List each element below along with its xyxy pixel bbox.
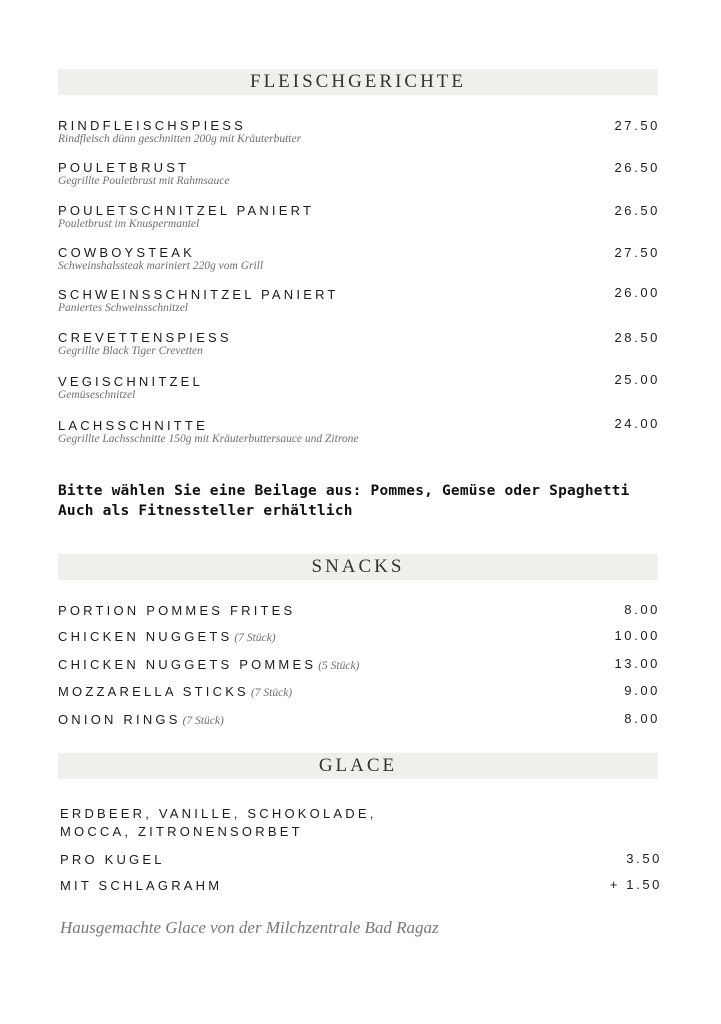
item-price: 27.50	[614, 118, 660, 133]
section-title: SNACKS	[311, 556, 405, 577]
item-description: Paniertes Schweinsschnitzel	[58, 302, 188, 314]
section-header-snacks	[58, 554, 658, 580]
menu-item	[58, 160, 660, 200]
item-note: (7 Stück)	[182, 715, 224, 727]
snack-item	[58, 628, 660, 648]
snack-item	[58, 656, 660, 676]
item-note: (7 Stück)	[250, 687, 293, 699]
snack-item	[58, 711, 660, 731]
snack-item	[58, 602, 660, 622]
item-price: 26.50	[614, 160, 660, 175]
item-name: VEGISCHNITZEL	[58, 374, 203, 389]
item-note: (7 Stück)	[234, 632, 276, 644]
item-name: PRO KUGEL	[60, 852, 165, 867]
item-name: MIT SCHLAGRAHM	[60, 878, 223, 893]
item-name: POULETBRUST	[58, 160, 190, 175]
section-title: FLEISCHGERICHTE	[250, 71, 466, 92]
item-name: LACHSSCHNITTE	[58, 418, 208, 433]
item-description: Pouletbrust im Knuspermantel	[58, 218, 200, 230]
section-header-glace	[58, 753, 658, 779]
glace-item	[60, 851, 662, 871]
item-name: COWBOYSTEAK	[58, 245, 196, 260]
item-description: Rindfleisch dünn geschnitten 200g mit Kräuterbutter	[58, 133, 302, 145]
item-name: CREVETTENSPIESS	[58, 330, 232, 345]
menu-item	[58, 418, 660, 458]
item-price: 27.50	[614, 245, 660, 260]
item-price: 24.00	[614, 416, 660, 431]
snack-item	[58, 683, 660, 703]
glace-footer-note: Hausgemachte Glace von der Milchzentrale Bad Ragaz	[60, 918, 439, 937]
item-price: 28.50	[614, 330, 660, 345]
item-name: CHICKEN NUGGETS POMMES	[58, 657, 317, 672]
item-name: RINDFLEISCHSPIESS	[58, 118, 247, 133]
flavors-line: ERDBEER, VANILLE, SCHOKOLADE,	[60, 806, 377, 821]
glace-item	[60, 877, 662, 897]
item-name: POULETSCHNITZEL PANIERT	[58, 203, 315, 218]
item-description: Schweinshalssteak mariniert 220g vom Grill	[58, 260, 264, 272]
menu-item	[58, 330, 660, 370]
side-dish-notes	[58, 481, 630, 521]
note-line: Auch als Fitnessteller erhältlich	[58, 503, 353, 519]
menu-item	[58, 118, 660, 158]
item-name: MOZZARELLA STICKS	[58, 684, 249, 699]
menu-item	[58, 374, 660, 414]
item-name: CHICKEN NUGGETS	[58, 629, 233, 644]
note-line: Bitte wählen Sie eine Beilage aus: Pommes, Gemüse oder Spaghetti	[58, 483, 630, 499]
menu-item	[58, 203, 660, 243]
item-name: PORTION POMMES FRITES	[58, 603, 296, 618]
item-price: 8.00	[624, 602, 660, 617]
item-price: + 1.50	[609, 877, 662, 892]
glace-flavors	[60, 805, 662, 845]
menu-item	[58, 287, 660, 327]
section-title: GLACE	[318, 755, 398, 776]
item-description: Gemüseschnitzel	[58, 389, 136, 401]
item-name: SCHWEINSSCHNITZEL PANIERT	[58, 287, 339, 302]
menu-item	[58, 245, 660, 285]
item-price: 10.00	[614, 628, 660, 643]
item-price: 26.00	[614, 285, 660, 300]
item-price: 25.00	[614, 372, 660, 387]
item-note: (5 Stück)	[318, 660, 360, 672]
item-price: 9.00	[624, 683, 660, 698]
section-header-fleischgerichte	[58, 69, 658, 95]
item-name: ONION RINGS	[58, 712, 181, 727]
item-price: 13.00	[614, 656, 660, 671]
item-description: Gegrillte Lachsschnitte 150g mit Kräuterbuttersauce und Zitrone	[58, 433, 359, 445]
item-price: 3.50	[626, 851, 662, 866]
item-description: Gegrillte Black Tiger Crevetten	[58, 345, 203, 357]
item-price: 26.50	[614, 203, 660, 218]
flavors-line: MOCCA, ZITRONENSORBET	[60, 824, 303, 839]
item-description: Gegrillte Pouletbrust mit Rahmsauce	[58, 175, 230, 187]
item-price: 8.00	[624, 711, 660, 726]
